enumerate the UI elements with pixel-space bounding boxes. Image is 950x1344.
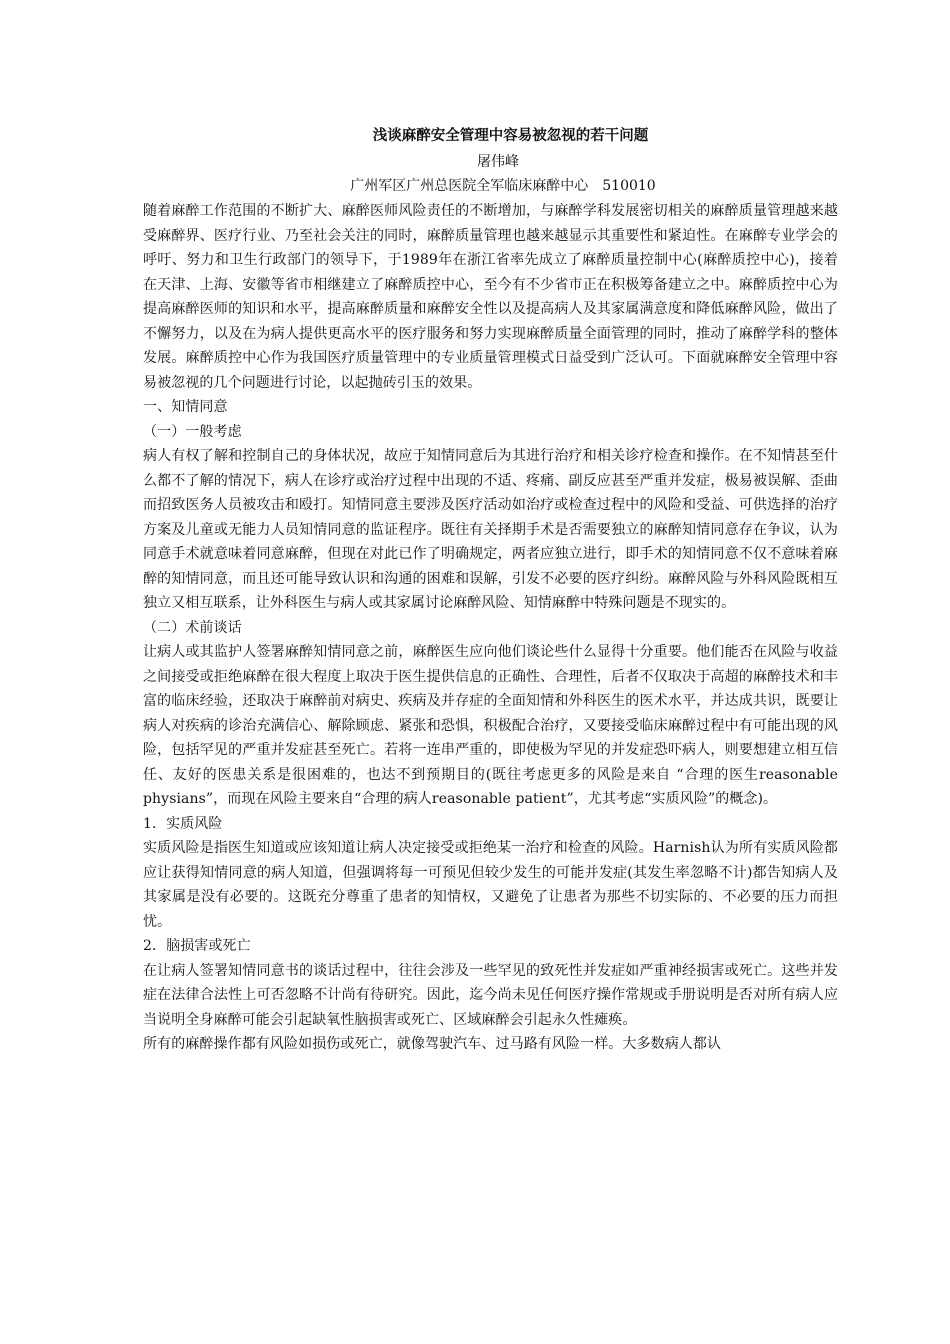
- intro-paragraph: 随着麻醉工作范围的不断扩大、麻醉医师风险责任的不断增加，与麻醉学科发展密切相关的麻醉质量管理越来越受麻醉界、医疗行业、乃至社会关注的同时，麻醉质量管理也越来越显示其重要性和紧迫性。在麻醉专业学会的呼吁、努力和卫生行政部门的领导下，于1989年在浙江省率先成立了麻醉质量控制中心(麻醉质控中心)，接着在天津、上海、安徽等省市相继建立了麻醉质控中心，至今有不少省市正在积极筹备建立之中。麻醉质控中心为提高麻醉医师的知识和水平，提高麻醉质量和麻醉安全性以及提高病人及其家属满意度和降低麻醉风险，做出了不懈努力，以及在为病人提供更高水平的医疗服务和努力实现麻醉质量全面管理的同时，推动了麻醉学科的整体发展。麻醉质控中心作为我国医疗质量管理中的专业质量管理模式日益受到广泛认可。下面就麻醉安全管理中容易被忽视的几个问题进行讨论，以起抛砖引玉的效果。: [143, 203, 838, 391]
- document-body: [143, 199, 838, 1057]
- paragraph-brain-damage: 在让病人签署知情同意书的谈话过程中，往往会涉及一些罕见的致死性并发症如严重神经损害或死亡。这些并发症在法律合法性上可否忽略不计尚有待研究。因此，迄今尚未见任何医疗操作常规或手册说明是否对所有病人应当说明全身麻醉可能会引起缺氧性脑损害或死亡、区域麻醉会引起永久性瘫痪。: [143, 962, 838, 1028]
- author-affiliation: 广州军区广州总医院全军临床麻醉中心 510010: [350, 178, 656, 194]
- paragraph-all-procedures-risk: 所有的麻醉操作都有风险如损伤或死亡，就像驾驶汽车、过马路有风险一样。大多数病人都认: [143, 1036, 722, 1052]
- item-heading-1: 1．实质风险: [143, 815, 223, 832]
- paragraph-preop-talk: 让病人或其监护人签署麻醉知情同意之前，麻醉医生应向他们谈论些什么显得十分重要。他们能否在风险与收益之间接受或拒绝麻醉在很大程度上取决于医生提供信息的正确性、合理性，后者不仅取决于高超的麻醉技术和丰富的临床经验，还取决于麻醉前对病史、疾病及并存症的全面知情和外科医生的医术水平，并达成共识，既要让病人对疾病的诊治充满信心、解除顾虑、紧张和恐惧，积极配合治疗，又要接受临床麻醉过程中有可能出现的风险，包括罕见的严重并发症甚至死亡。若将一连串严重的，即使极为罕见的并发症恐吓病人，则要想建立相互信任、友好的医患关系是很困难的，也达不到预期目的(既往考虑更多的风险是来自 “合理的医生reasonable physians”，而现在风险主要来自“合理的病人reasonable patient”，尤其考虑“实质风险”的概念)。: [143, 644, 838, 807]
- author-name: 屠伟峰: [477, 154, 519, 170]
- subsection-heading-2: （二）术前谈话: [143, 619, 242, 636]
- section-heading-1: 一、知情同意: [143, 399, 228, 415]
- subsection-heading-1: （一）一般考虑: [143, 423, 242, 440]
- paragraph-material-risk: 实质风险是指医生知道或应该知道让病人决定接受或拒绝某一治疗和检查的风险。Harnish认为所有实质风险都应让获得知情同意的病人知道，但强调将每一可预见但较少发生的可能并发症(其发生率忽略不计)都告知病人及其家属是没有必要的。这既充分尊重了患者的知情权，又避免了让患者为那些不切实际的、不必要的压力而担忧。: [143, 840, 838, 930]
- paragraph-general-considerations: 病人有权了解和控制自己的身体状况，故应于知情同意后为其进行治疗和相关诊疗检查和操作。在不知情甚至什么都不了解的情况下，病人在诊疗或治疗过程中出现的不适、疼痛、副反应甚至严重并发症，极易被误解、歪曲而招致医务人员被攻击和殴打。知情同意主要涉及医疗活动如治疗或检查过程中的风险和受益、可供选择的治疗方案及儿童或无能力人员知情同意的监证程序。既往有关择期手术是否需要独立的麻醉知情同意存在争议，认为同意手术就意味着同意麻醉，但现在对此已作了明确规定，两者应独立进行，即手术的知情同意不仅不意味着麻醉的知情同意，而且还可能导致认识和沟通的困难和误解，引发不必要的医疗纠纷。麻醉风险与外科风险既相互独立又相互联系，让外科医生与病人或其家属讨论麻醉风险、知情麻醉中特殊问题是不现实的。: [143, 448, 838, 611]
- item-heading-2: 2．脑损害或死亡: [143, 938, 251, 954]
- document-title: 浅谈麻醉安全管理中容易被忽视的若干问题: [372, 127, 649, 144]
- document-page: [143, 122, 838, 1057]
